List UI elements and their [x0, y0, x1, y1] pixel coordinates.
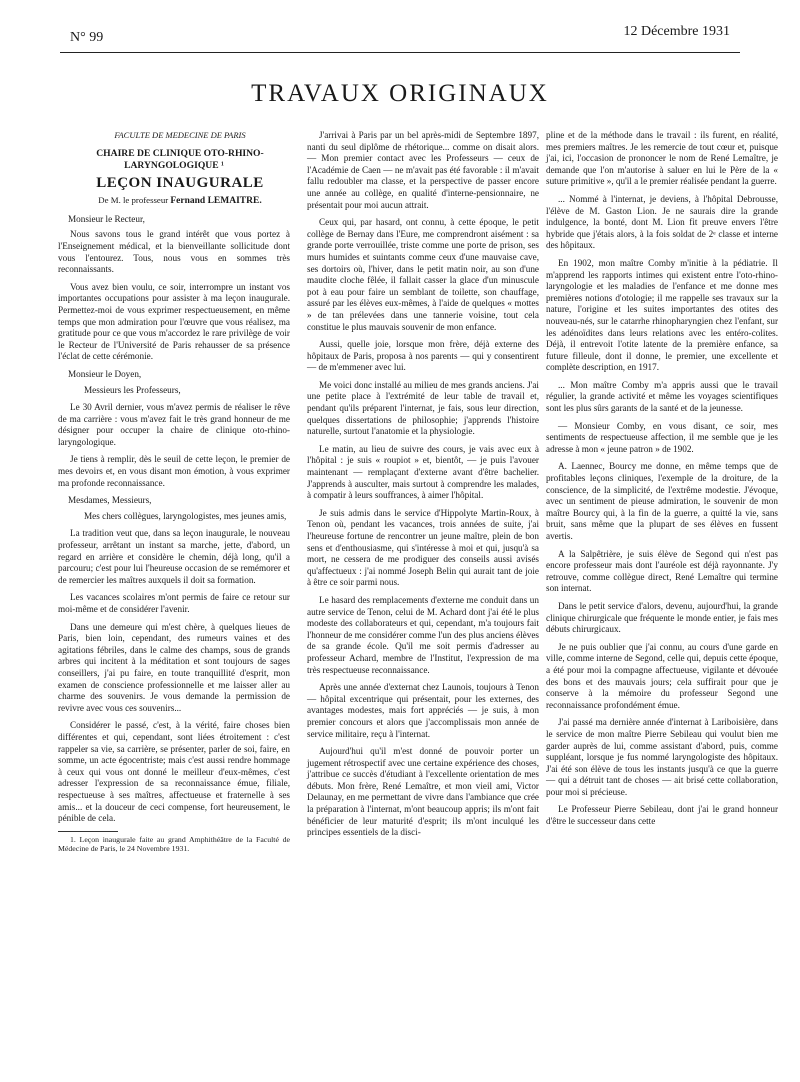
article-column-2	[307, 130, 539, 845]
paragraph: Je suis admis dans le service d'Hippolyte Martin-Roux, à Tenon où, pendant les vacances, trois années de suite, j'ai l'heureuse fortune de rencontrer un jeune maître, plein de bon sens et d'enthousiasme, qui s'intéresse à moi et qui, jusqu'à sa mort, ne cessera de me prodiguer des conseils aussi avisés qu'affectueux : j'ai nommé Joseph Belin qui aurait tant de joie à être ce soir parmi nous.	[307, 507, 539, 588]
paragraph: J'arrivai à Paris par un bel après-midi de Septembre 1897, nanti du seul diplôme de rhétorique... comme on disait alors. — Mon premier contact avec les Professeurs — ceux de l'Académie de Caen — ne m'avait pas été favorable : il m'avait fallu redoubler ma classe, et la perspective de passer encore une année au collège, en qualité d'interne-pensionnaire, ne présentait pour moi aucun attrait.	[307, 130, 539, 210]
paragraph: Le hasard des remplacements d'externe me conduit dans un autre service de Tenon, celui de M. Achard dont j'ai été le plus modeste des collaborateurs et qui, cependant, m'a toujours fait l'honneur de me considérer comme l'un des plus anciens élèves de sa grande école. Qu'il me soit permis d'adresser au professeur Achard, membre de l'Institut, l'expression de ma très respectueuse reconnaissance.	[307, 594, 539, 675]
section-title: TRAVAUX ORIGINAUX	[251, 80, 549, 107]
paragraph: Je tiens à remplir, dès le seuil de cette leçon, le premier de mes devoirs et, en vous disant mon émotion, à vous exprimer ma profonde reconnaissance.	[58, 454, 290, 488]
paragraph: Le matin, au lieu de suivre des cours, je vais avec eux à l'hôpital : je suis « roupiot » et, bientôt, — je puis l'avouer maintenant — remplaçant d'externe avant d'être bachelier. J'apprends à ausculter, mais surtout à comprendre les malades, à compatir à leurs souffrances, à aimer l'hôpital.	[307, 443, 539, 501]
paragraph: Ceux qui, par hasard, ont connu, à cette époque, le petit collège de Bernay dans l'Eure, me comprendront aisément : sa grande porte verrouillée, triste comme une porte de prison, ses murs humides et suintants comme ceux d'une mauvaise cave, ses dortoirs où, l'hiver, dans le petit matin noir, au son d'une maudite cloche fêlée, il fallait casser la glace d'un minuscule pot à eau pour faire un semblant de toilette, son chauffage, assuré par les élèves eux-mêmes, à l'aide de quelques « mottes » de tan prélevées dans une tannerie voisine, tout cela constitue le plus mauvais souvenir de mon enfance.	[307, 217, 539, 332]
paragraph: Monsieur le Doyen,	[68, 368, 142, 379]
header-divider	[60, 52, 740, 53]
paragraph: En 1902, mon maître Comby m'initie à la pédiatrie. Il m'apprend les rapports intimes qui existent entre l'oto-rhino-laryngologie et les maladies de l'enfance et me donne mes premières notions d'otologie; il me rappelle ses travaux sur la nature, l'origine et les suites importantes des otites des nouveau-nés, sur le catarrhe rhinopharyngien chez l'enfant, sur les adénoïdites dans leurs relations avec les entéro-colites. Déjà, il entrevoit l'otite latente de la première enfance, sa future filleule, dont il donne, le premier, une excellente et complète description, en 1917.	[546, 257, 778, 373]
paragraph: Mesdames, Messieurs,	[68, 495, 152, 506]
author-name: Fernand LEMAITRE.	[170, 196, 262, 207]
paragraph: pline et de la méthode dans le travail : ils furent, en réalité, mes premiers maîtres. Je les remercie de tout cœur et, puisque j'ai, ici, l'occasion de prononcer le nom de René Lemaître, je demande que l'on m'autorise à saluer en lui le Père de la « suture primitive », qu'il a le premier réalisée pendant la guerre.	[546, 130, 778, 187]
chair-title: CHAIRE DE CLINIQUE OTO-RHINO-LARYNGOLOGIQUE ¹	[96, 147, 264, 171]
paragraph: Après une année d'externat chez Launois, toujours à Tenon — hôpital excentrique qui présentait, pour les externes, des avantages modestes, mais fort appréciés — je suis, à mon premier concours et alors que j'accomplissais mon année de service militaire, reçu à l'internat.	[307, 682, 539, 739]
lecture-title: LEÇON INAUGURALE	[96, 174, 264, 191]
paragraph: A. Laennec, Bourcy me donne, en même temps que de profitables leçons cliniques, l'exemple de la droiture, de la conscience, de la simplicité, de l'extrême modestie. J'évoque, avec un sentiment de pieuse admiration, le souvenir de mon maître Bourcy qui, à la fin de la guerre, a quitté la vie, sans bruit, sans même que la plupart de ses élèves en fussent avertis.	[546, 461, 778, 541]
footnote: 1. Leçon inaugurale faite au grand Amphithéâtre de la Faculté de Médecine de Paris, le 24 Novembre 1931.	[58, 834, 290, 854]
paragraph: A la Salpêtrière, je suis élève de Segond qui n'est pas encore professeur mais dont l'auréole est déjà rayonnante. J'y retrouve, comme collègue direct, René Lemaître qui termine son internat.	[546, 548, 778, 594]
paragraph: Le 30 Avril dernier, vous m'avez permis de réaliser le rêve de ma carrière : vous m'avez fait le très grand honneur de me désigner pour occuper la chaire de clinique oto-rhino-laryngologique.	[58, 402, 290, 447]
paragraph: Nous savons tous le grand intérêt que vous portez à l'Enseignement médical, et la bienveillante sollicitude dont vous l'entourez. Tous, nous vous en sommes très reconnaissants.	[58, 229, 290, 275]
paragraph: Vous avez bien voulu, ce soir, interrompre un instant vos importantes occupations pour assister à ma leçon inaugurale. Permettez-moi de vous exprimer respectueusement, en même temps que mon admiration pour l'œuvre que vous réalisez, ma gratitude pour ce que vous m'accordez le rare privilège de voir le Recteur de l'Université de Paris rehausser de sa présence l'éclat de cette cérémonie.	[58, 281, 290, 362]
paragraph: Les vacances scolaires m'ont permis de faire ce retour sur moi-même et de considérer l'avenir.	[58, 592, 290, 614]
paragraph: Monsieur le Recteur,	[68, 213, 145, 224]
paragraph: Aussi, quelle joie, lorsque mon frère, déjà externe des hôpitaux de Paris, proposa à nos parents — qui y consentirent — de m'emmener avec lui.	[307, 339, 539, 373]
author-prefix: De M. le professeur	[98, 195, 169, 206]
author-line	[58, 195, 290, 208]
paragraph: Je ne puis oublier que j'ai connu, au cours d'une garde en ville, comme interne de Segond, celle qui, depuis cette époque, a été pour moi la compagne affectueuse, vigilante et dévouée des bons et des mauvais jours; cela suffirait pour que je conserve à la mémoire du professeur Segond une reconnaissance profondément émue.	[546, 641, 778, 710]
paragraph: J'ai passé ma dernière année d'internat à Lariboisière, dans le service de mon maître Pierre Sebileau qui voulut bien me garder auprès de lui, comme assistant d'abord, puis, comme suppléant, lorsque je fus nommé laryngologiste des hôpitaux. J'ai été son élève de tous les instants jusqu'à ce que la guerre — qui a détruit tant de choses — ait brisé cette collaboration, pour moi si précieuse.	[546, 717, 778, 797]
paragraph: Dans une demeure qui m'est chère, à quelques lieues de Paris, bien loin, cependant, des rumeurs vaines et des agitations fébriles, dans le calme des champs, sous de grands arbres qui incitent à la méditation et sont toujours de sages conseillers, j'ai pu faire, en toute tranquillité d'esprit, mon examen de conscience professionnelle et me laisser aller au charme des souvenirs. Je vous demande la permission de revivre avec vous ces souvenirs...	[58, 621, 290, 713]
paragraph: La tradition veut que, dans sa leçon inaugurale, le nouveau professeur, arrêtant un instant sa marche, jette, d'abord, un regard en arrière et considère le chemin, déjà long, qu'il a parcouru; c'est pour lui l'heureuse occasion de se remémorer et de remercier les maîtres auxquels il doit sa formation.	[58, 528, 290, 585]
paragraph: ... Mon maître Comby m'a appris aussi que le travail régulier, la grande activité et même les voyages scientifiques sont les plus sûrs garants de la santé et de la jeunesse.	[546, 379, 778, 414]
paragraph: Messieurs les Professeurs,	[84, 384, 181, 395]
footnote-divider	[58, 831, 118, 832]
paragraph: Le Professeur Pierre Sebileau, dont j'ai le grand honneur d'être le successeur dans cette	[546, 804, 778, 827]
paragraph: Considérer le passé, c'est, à la vérité, faire choses bien différentes et qui, cependant, sont liées étroitement : c'est rappeler sa vie, sa carrière, se présenter, parler de soi, faire, en somme, un acte égocentriste; mais c'est aussi rendre hommage à ceux qui vous ont donné le meilleur d'eux-mêmes, c'est adresser l'expression de sa reconnaissance émue, filiale, respectueuse à ses maîtres, affectueuse et fraternelle à ses amis... et la douceur de ceci compense, fort heureusement, le pénible de cela.	[58, 720, 290, 824]
paragraph: Me voici donc installé au milieu de mes grands anciens. J'ai une petite place à l'extrémité de leur table de travail et, pendant qu'ils préparent l'internat, je fais, sous leur direction, quelques dissertations de philosophie; j'apprends l'histoire naturelle, surtout l'anatomie et la physiologie.	[307, 379, 539, 437]
paragraph: ... Nommé à l'internat, je deviens, à l'hôpital Debrousse, l'élève de M. Gaston Lion. Je ne saurais dire la grande indulgence, la bonté, dont M. Lion fit preuve envers l'être hybride que j'étais alors, à la fois soldat de 2ᵉ classe et interne des hôpitaux.	[546, 193, 778, 251]
faculty-line: FACULTE DE MEDECINE DE PARIS	[114, 130, 246, 140]
paragraph: Mes chers collègues, laryngologistes, mes jeunes amis,	[84, 510, 287, 521]
issue-number: N° 99	[70, 30, 104, 45]
paragraph: Aujourd'hui qu'il m'est donné de pouvoir porter un jugement rétrospectif avec une certaine expérience des choses, j'attribue ce succès d'étudiant à l'excellente orientation de mes débuts. Mon frère, René Lemaître, et mon vieil ami, Victor Delaunay, en me permettant de vivre dans l'ambiance que crée la préparation à l'internat, m'ont beaucoup appris; ils m'ont fait bénéficier de leur maturité d'esprit; ils m'ont inculqué les principes essentiels de la disci-	[307, 746, 539, 838]
article-column-3	[546, 130, 778, 834]
paragraph: — Monsieur Comby, en vous disant, ce soir, mes sentiments de respectueuse affection, il me semble que je les adresse à mon « jeune patron » de 1902.	[546, 420, 778, 454]
paragraph: Dans le petit service d'alors, devenu, aujourd'hui, la grande clinique chirurgicale que fréquente le monde entier, je fais mes débuts chirurgicaux.	[546, 600, 778, 635]
issue-date: 12 Décembre 1931	[623, 24, 730, 39]
article-column-1	[58, 130, 290, 860]
